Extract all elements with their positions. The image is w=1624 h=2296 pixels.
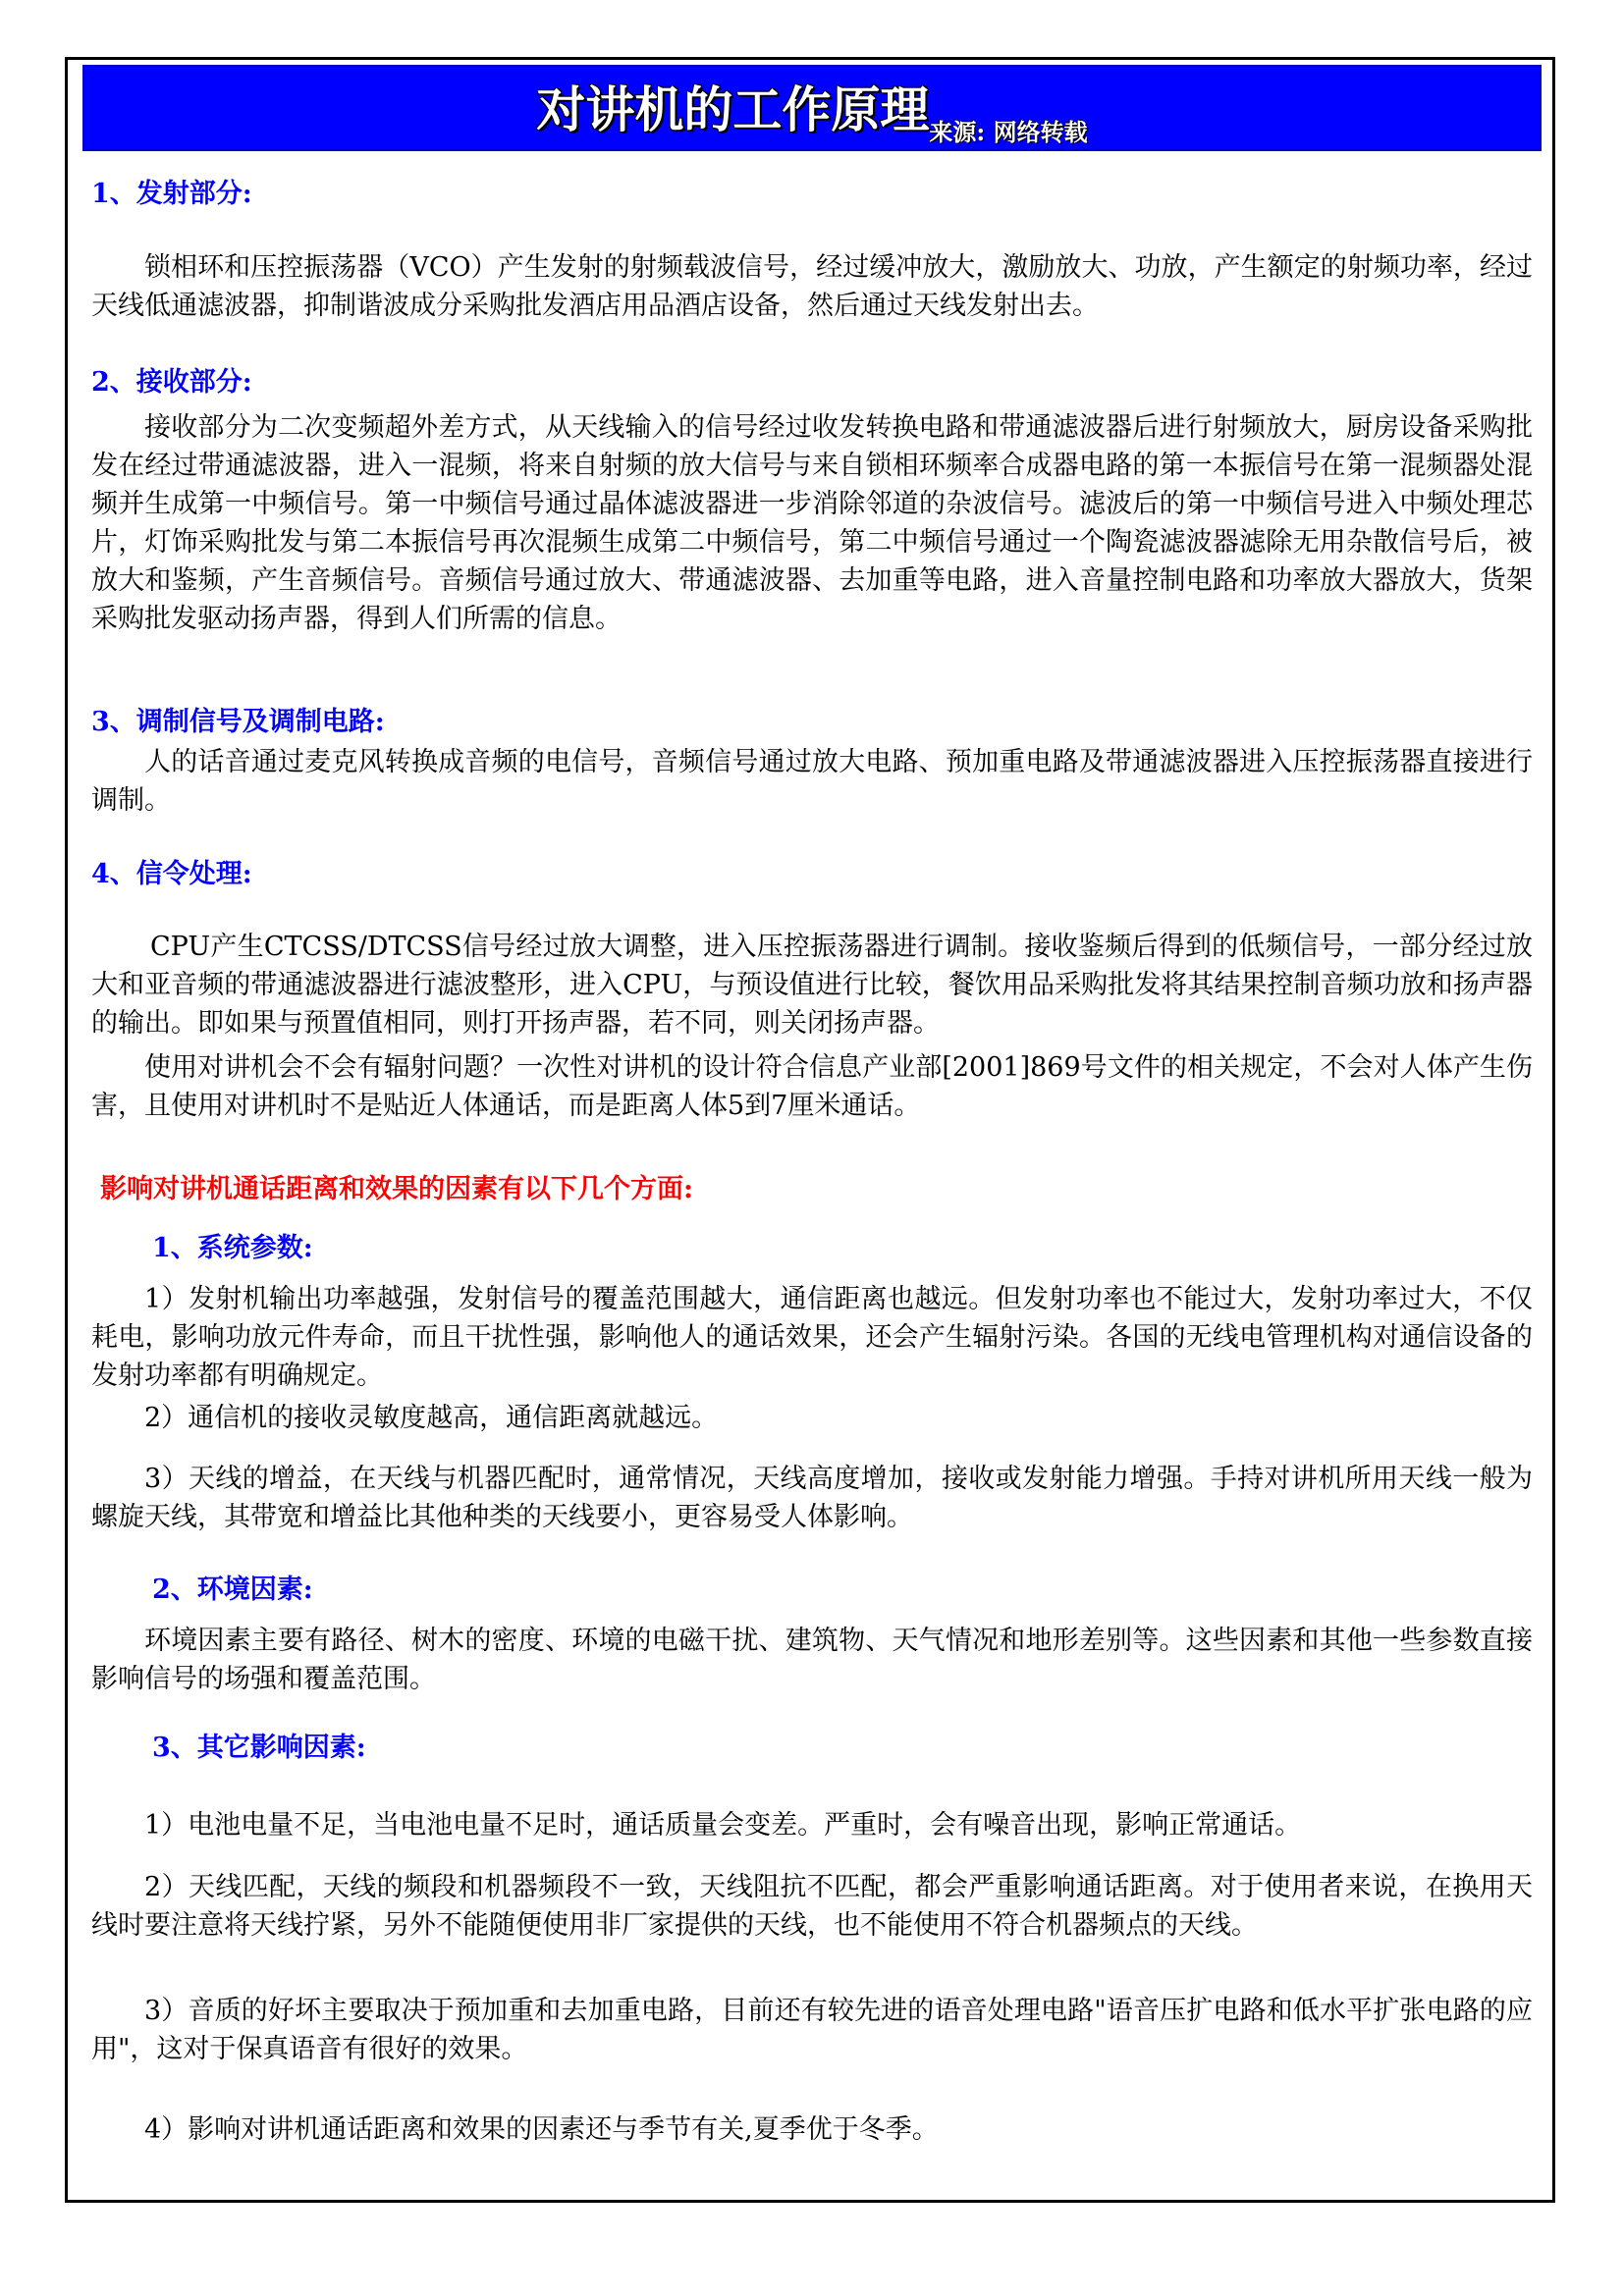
paragraph-other-4: 4）影响对讲机通话距离和效果的因素还与季节有关,夏季优于冬季。 (144, 2114, 939, 2145)
factor-heading-other: 3、其它影响因素: (152, 1733, 366, 1763)
paragraph-system-2: 2）通信机的接收灵敏度越高，通信距离就越远。 (144, 1403, 719, 1433)
section-heading-modulation: 3、调制信号及调制电路: (91, 707, 385, 737)
factor-heading-environment: 2、环境因素: (152, 1575, 313, 1605)
section-heading-transmit: 1、发射部分: (91, 179, 252, 209)
paragraph-transmit: 锁相环和压控振荡器（VCO）产生发射的射频载波信号，经过缓冲放大，激励放大、功放，产生额定的射频功率，经过天线低通滤波器，抑制谐波成分采购批发酒店用品酒店设备，然后通过天线发射出去。 (91, 252, 1533, 321)
paragraph-environment: 环境因素主要有路径、树木的密度、环境的电磁干扰、建筑物、天气情况和地形差别等。这些因素和其他一些参数直接影响信号的场强和覆盖范围。 (91, 1626, 1533, 1694)
title-banner (82, 65, 1542, 151)
factors-heading: 影响对讲机通话距离和效果的因素有以下几个方面: (100, 1174, 693, 1204)
paragraph-radiation: 使用对讲机会不会有辐射问题？一次性对讲机的设计符合信息产业部[2001]869号文件的相关规定，不会对人体产生伤害，且使用对讲机时不是贴近人体通话，而是距离人体5到7厘米通话。 (91, 1052, 1533, 1121)
factor-heading-system: 1、系统参数: (152, 1233, 313, 1263)
paragraph-other-1: 1）电池电量不足，当电池电量不足时，通话质量会变差。严重时，会有噪音出现，影响正常通话。 (144, 1810, 1302, 1841)
paragraph-signaling: CPU产生CTCSS/DTCSS信号经过放大调整，进入压控振荡器进行调制。接收鉴频后得到的低频信号，一部分经过放大和亚音频的带通滤波器进行滤波整形，进入CPU，与预设值进行比较，餐饮用品采购批发将其结果控制音频功放和扬声器的输出。即如果与预置值相同，则打开扬声器，若不同，则关闭扬声器。 (91, 932, 1533, 1039)
paragraph-receive: 接收部分为二次变频超外差方式，从天线输入的信号经过收发转换电路和带通滤波器后进行射频放大，厨房设备采购批发在经过带通滤波器，进入一混频，将来自射频的放大信号与来自锁相环频率合成器电路的第一本振信号在第一混频器处混频并生成第一中频信号。第一中频信号通过晶体滤波器进一步消除邻道的杂波信号。滤波后的第一中频信号进入中频处理芯片，灯饰采购批发与第二本振信号再次混频生成第二中频信号，第二中频信号通过一个陶瓷滤波器滤除无用杂散信号后，被放大和鉴频，产生音频信号。音频信号通过放大、带通滤波器、去加重等电路，进入音量控制电路和功率放大器放大，货架采购批发驱动扬声器，得到人们所需的信息。 (91, 412, 1533, 634)
paragraph-system-1: 1）发射机输出功率越强，发射信号的覆盖范围越大，通信距离也越远。但发射功率也不能过大，发射功率过大，不仅耗电，影响功放元件寿命，而且干扰性强，影响他人的通话效果，还会产生辐射污染。各国的无线电管理机构对通信设备的发射功率都有明确规定。 (91, 1284, 1533, 1391)
section-heading-signaling: 4、信令处理: (91, 859, 252, 889)
source-note: 来源: 网络转载 (929, 118, 1088, 146)
section-heading-receive: 2、接收部分: (91, 367, 252, 398)
paragraph-other-3: 3）音质的好坏主要取决于预加重和去加重电路，目前还有较先进的语音处理电路"语音压扩电路和低水平扩张电路的应用"，这对于保真语音有很好的效果。 (91, 1996, 1533, 2064)
paragraph-modulation: 人的话音通过麦克风转换成音频的电信号，音频信号通过放大电路、预加重电路及带通滤波器进入压控振荡器直接进行调制。 (91, 747, 1533, 816)
paragraph-system-3: 3）天线的增益，在天线与机器匹配时，通常情况，天线高度增加，接收或发射能力增强。手持对讲机所用天线一般为螺旋天线，其带宽和增益比其他种类的天线要小，更容易受人体影响。 (91, 1464, 1533, 1532)
paragraph-other-2: 2）天线匹配，天线的频段和机器频段不一致，天线阻抗不匹配，都会严重影响通话距离。对于使用者来说，在换用天线时要注意将天线拧紧，另外不能随便使用非厂家提供的天线，也不能使用不符合机器频点的天线。 (91, 1872, 1533, 1941)
title-line (84, 67, 1540, 153)
page-title: 对讲机的工作原理 (536, 80, 930, 138)
